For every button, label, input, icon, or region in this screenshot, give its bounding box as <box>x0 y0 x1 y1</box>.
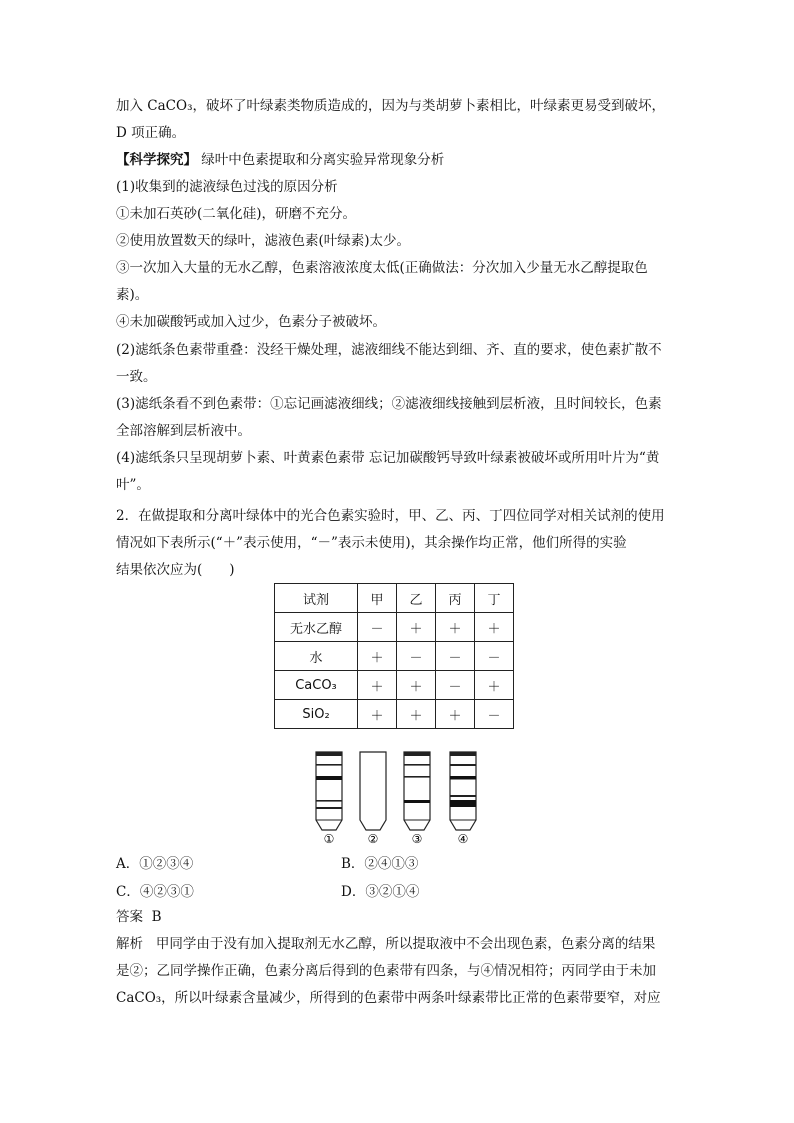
answer-line <box>116 904 682 931</box>
text-line: (2)滤纸条色素带重叠：没经干燥处理，滤液细线不能达到细、齐、直的要求，使色素扩散不 <box>116 342 662 358</box>
answer-value: B <box>151 909 162 925</box>
table-cell: 无水乙醇 <box>275 613 358 642</box>
table-header-row <box>275 584 514 613</box>
strip-label-2: ② <box>367 832 379 846</box>
option-b[interactable]: B．②④①③ <box>341 856 419 872</box>
paper-strip-1 <box>316 752 342 830</box>
table-cell: ＋ <box>436 613 475 642</box>
table-cell: ＋ <box>436 700 475 729</box>
table-cell: － <box>358 613 397 642</box>
table-header-cell: 甲 <box>358 584 397 613</box>
table-cell: － <box>436 642 475 671</box>
table-cell: ＋ <box>475 613 514 642</box>
analysis-label: 解析 <box>116 936 143 952</box>
analysis-line: 是②；乙同学操作正确，色素分离后得到的色素带有四条，与④情况相符；丙同学由于未加 <box>116 963 656 979</box>
text-line: 一致。 <box>116 369 157 385</box>
table-row <box>275 642 514 671</box>
text-line: 加入 CaCO₃，破坏了叶绿素类物质造成的，因为与类胡萝卜素相比，叶绿素更易受到破坏， <box>116 98 665 114</box>
option-d[interactable]: D．③②①④ <box>341 884 420 900</box>
table-header-cell: 试剂 <box>275 584 358 613</box>
text-line: D 项正确。 <box>116 125 186 141</box>
analysis-line <box>116 931 682 958</box>
table-cell: ＋ <box>358 671 397 700</box>
question-line: 2．在做提取和分离叶绿体中的光合色素实验时，甲、乙、丙、丁四位同学对相关试剂的使用 <box>116 508 665 524</box>
strip-label-3: ③ <box>411 832 423 846</box>
table-row <box>275 613 514 642</box>
analysis-text: 甲同学由于没有加入提取剂无水乙醇，所以提取液中不会出现色素，色素分离的结果 <box>155 936 656 952</box>
table-cell: ＋ <box>358 700 397 729</box>
reagent-table <box>274 583 514 729</box>
text-line: ④未加碳酸钙或加入过少，色素分子被破坏。 <box>116 314 386 330</box>
paper-strip-4 <box>450 752 476 830</box>
section-heading <box>116 147 682 174</box>
section-tag: 【科学探究】 <box>116 152 197 168</box>
text-line: 全部溶解到层析液中。 <box>116 423 251 439</box>
table-row <box>275 700 514 729</box>
table-header-cell: 丙 <box>436 584 475 613</box>
paper-strip-2 <box>360 752 386 830</box>
text-line: 素)。 <box>116 287 149 303</box>
table-cell: － <box>436 671 475 700</box>
table-cell: ＋ <box>397 700 436 729</box>
table-cell: CaCO₃ <box>275 671 358 700</box>
table-header-cell: 丁 <box>475 584 514 613</box>
table-cell: ＋ <box>475 671 514 700</box>
strip-label-1: ① <box>323 832 335 846</box>
text-line: (4)滤纸条只呈现胡萝卜素、叶黄素色素带 忘记加碳酸钙导致叶绿素被破坏或所用叶片为“黄 <box>116 450 660 466</box>
answer-label: 答案 <box>116 909 143 925</box>
analysis-line: CaCO₃，所以叶绿素含量减少，所得到的色素带中两条叶绿素带比正常的色素带要窄，对应 <box>116 990 661 1006</box>
table-row <box>275 671 514 700</box>
text-line: (1)收集到的滤液绿色过浅的原因分析 <box>116 179 338 195</box>
text-line: ②使用放置数天的绿叶，滤液色素(叶绿素)太少。 <box>116 233 411 249</box>
table-cell: ＋ <box>358 642 397 671</box>
table-cell: － <box>475 642 514 671</box>
option-a[interactable]: A．①②③④ <box>116 856 194 872</box>
question-line: 结果依次应为( ) <box>116 562 235 578</box>
table-header-cell: 乙 <box>397 584 436 613</box>
chromatography-strips-figure <box>300 748 500 848</box>
table-cell: 水 <box>275 642 358 671</box>
strip-label-4: ④ <box>457 832 469 846</box>
option-c[interactable]: C．④②③① <box>116 884 194 900</box>
text-line: ③一次加入大量的无水乙醇，色素溶液浓度太低(正确做法：分次加入少量无水乙醇提取色 <box>116 260 648 276</box>
paper-strip-3 <box>404 752 430 830</box>
text-line: ①未加石英砂(二氧化硅)，研磨不充分。 <box>116 206 357 222</box>
table-cell: SiO₂ <box>275 700 358 729</box>
section-title: 绿叶中色素提取和分离实验异常现象分析 <box>201 152 445 168</box>
table-cell: ＋ <box>397 613 436 642</box>
text-line: (3)滤纸条看不到色素带：①忘记画滤液细线；②滤液细线接触到层析液，且时间较长，色素 <box>116 396 662 412</box>
table-cell: ＋ <box>397 671 436 700</box>
table-cell: － <box>475 700 514 729</box>
text-line: 叶”。 <box>116 477 150 493</box>
table-cell: － <box>397 642 436 671</box>
question-line: 情况如下表所示(“＋”表示使用，“－”表示未使用)，其余操作均正常，他们所得的实验 <box>116 535 627 551</box>
